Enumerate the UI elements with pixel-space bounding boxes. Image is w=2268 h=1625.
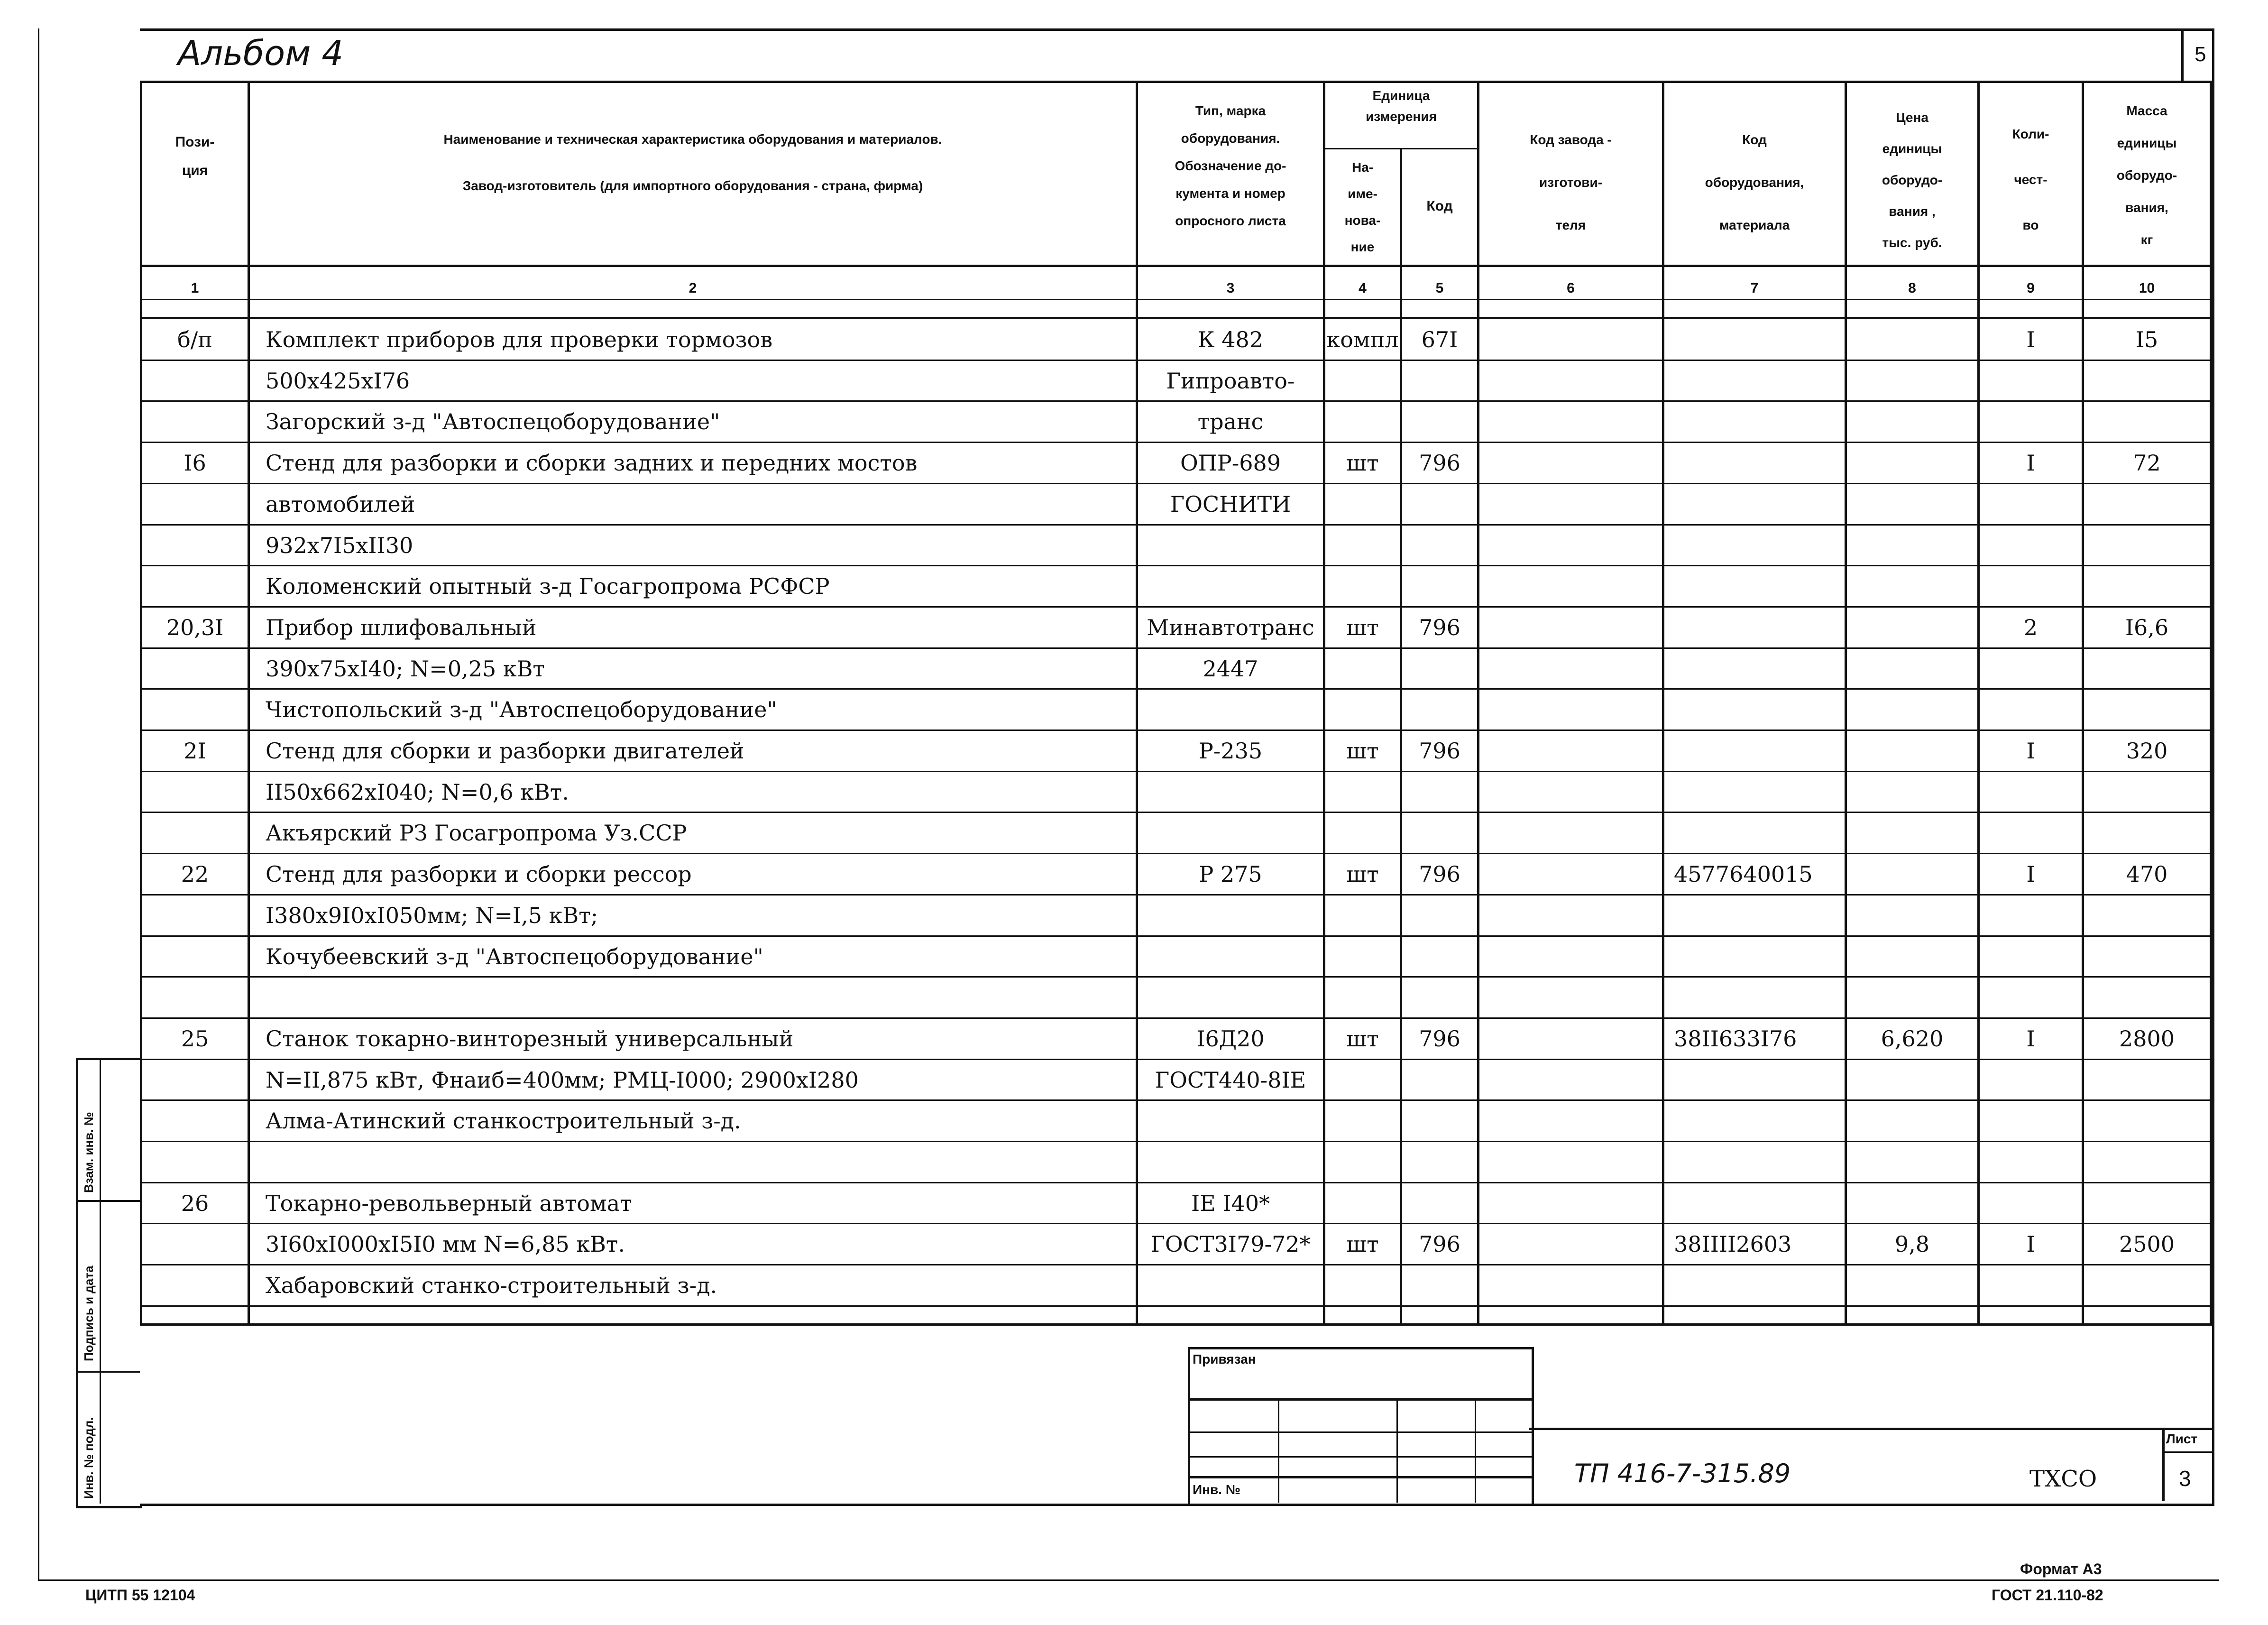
cell-qty (1980, 484, 2082, 525)
cell-name: автомобилей (266, 491, 415, 517)
cell-equip (1674, 484, 1845, 525)
cell-unit (1325, 525, 1400, 566)
cell-unit: шт (1346, 1231, 1379, 1257)
cell-type: ГОСТ3I79-72* (1150, 1231, 1311, 1257)
cell-mass (2084, 977, 2210, 1018)
cell-type: транс (1197, 409, 1264, 434)
cell-mass (2084, 936, 2210, 978)
cell-plant (1479, 443, 1662, 484)
cell-equip (1674, 977, 1845, 1018)
colnum-8: 8 (1908, 280, 1916, 296)
header-price: Цена единицы оборудо- вания , тыс. руб. (1882, 110, 1943, 250)
cell-mass: I6,6 (2125, 615, 2169, 640)
album-title: Альбом 4 (178, 33, 344, 73)
colnum-1: 1 (191, 280, 199, 296)
cell-unit: шт (1346, 738, 1379, 764)
cell-name: Хабаровский станко-строительный з-д. (266, 1273, 717, 1298)
cell-name: Акъярский РЗ Госагропрома Уз.ССР (266, 820, 687, 846)
cell-plant (1479, 1060, 1662, 1101)
cell-code (1402, 1265, 1477, 1306)
cell-name: Стенд для сборки и разборки двигателей (266, 738, 744, 764)
cell-mass (2084, 689, 2210, 730)
cell-type: Р-235 (1198, 738, 1263, 764)
cell-price: 6,620 (1881, 1026, 1944, 1052)
cell-mass (2084, 1060, 2210, 1101)
header-equipment-code: Код оборудования, материала (1705, 132, 1804, 232)
document-code: ТП 416-7-315.89 (1574, 1459, 1791, 1488)
colnum-5: 5 (1435, 280, 1444, 296)
cell-plant (1479, 977, 1662, 1018)
cell-pos (142, 401, 248, 443)
cell-pos (142, 648, 248, 690)
cell-plant (1479, 319, 1662, 360)
cell-unit (1325, 1142, 1400, 1183)
colnum-6: 6 (1567, 280, 1575, 296)
cell-price (1847, 730, 1977, 772)
cell-qty: I (2026, 450, 2035, 476)
cell-code: 796 (1419, 1231, 1460, 1257)
cell-plant (1479, 360, 1662, 402)
cell-unit (1325, 401, 1400, 443)
cell-plant (1479, 730, 1662, 772)
cell-pos (142, 895, 248, 936)
cell-equip: 38IIII2603 (1674, 1231, 1792, 1257)
cell-mass: 320 (2126, 738, 2168, 764)
cell-unit (1325, 1265, 1400, 1306)
cell-unit: шт (1346, 1026, 1379, 1052)
cell-code (1402, 525, 1477, 566)
cell-equip (1674, 1060, 1845, 1101)
cell-plant (1479, 484, 1662, 525)
cell-price (1847, 484, 1977, 525)
cell-price (1847, 977, 1977, 1018)
cell-unit (1325, 936, 1400, 978)
colnum-7: 7 (1750, 280, 1759, 296)
cell-equip (1674, 319, 1845, 360)
cell-pos: 25 (181, 1026, 209, 1052)
page-number: 5 (2195, 43, 2206, 66)
cell-type (1138, 812, 1323, 854)
cell-code: 67I (1421, 327, 1458, 352)
cell-unit (1325, 772, 1400, 813)
cell-qty (1980, 936, 2082, 978)
cell-pos (142, 1265, 248, 1306)
cell-qty (1980, 1060, 2082, 1101)
cell-plant (1479, 1183, 1662, 1224)
cell-type (1138, 772, 1323, 813)
cell-plant (1479, 1142, 1662, 1183)
cell-price (1847, 1265, 1977, 1306)
cell-mass (2084, 648, 2210, 690)
cell-code: 796 (1419, 450, 1460, 476)
cell-type (1138, 936, 1323, 978)
cell-equip (1674, 730, 1845, 772)
cell-unit: шт (1346, 450, 1379, 476)
inv-no-label: Инв. № (1193, 1482, 1241, 1497)
cell-type: ГОСТ440-8IЕ (1155, 1067, 1306, 1093)
cell-type (1138, 1100, 1323, 1142)
cell-price (1847, 1060, 1977, 1101)
cell-qty: I (2026, 738, 2035, 764)
cell-plant (1479, 525, 1662, 566)
cell-type: ОПР-689 (1180, 450, 1281, 476)
cell-pos (142, 1224, 248, 1265)
cell-equip (1674, 525, 1845, 566)
cell-pos (142, 1060, 248, 1101)
cell-code: 796 (1419, 1026, 1460, 1052)
cell-qty (1980, 1100, 2082, 1142)
cell-plant (1479, 772, 1662, 813)
cell-pos: 2I (184, 738, 206, 764)
cell-equip (1674, 566, 1845, 607)
cell-pos (142, 360, 248, 402)
cell-price (1847, 648, 1977, 690)
cell-name: Коломенский опытный з-д Госагропрома РСФСР (266, 573, 830, 599)
cell-qty (1980, 401, 2082, 443)
cell-equip (1674, 648, 1845, 690)
cell-pos (142, 484, 248, 525)
cell-pos (142, 977, 248, 1018)
header-unit: Единица измерения (1366, 88, 1437, 124)
cell-code (1402, 772, 1477, 813)
cell-unit: компл (1326, 327, 1399, 352)
cell-name: 3I60xI000xI5I0 мм N=6,85 кВт. (266, 1231, 625, 1257)
colnum-9: 9 (2027, 280, 2035, 296)
cell-plant (1479, 1100, 1662, 1142)
cell-price: 9,8 (1894, 1231, 1930, 1257)
cell-code (1402, 689, 1477, 730)
cell-price (1847, 854, 1977, 895)
cell-name: 932x7I5xII30 (266, 533, 413, 558)
cell-qty (1980, 772, 2082, 813)
cell-pos: 20,3I (166, 615, 224, 640)
cell-name: Прибор шлифовальный (266, 615, 537, 640)
cell-plant (1479, 648, 1662, 690)
cell-plant (1479, 895, 1662, 936)
cell-equip (1674, 443, 1845, 484)
colnum-10: 10 (2139, 280, 2155, 296)
cell-code: 796 (1419, 861, 1460, 887)
cell-pos (142, 936, 248, 978)
cell-qty: I (2026, 1026, 2035, 1052)
cell-code (1402, 401, 1477, 443)
cell-mass (2084, 360, 2210, 402)
cell-pos (142, 689, 248, 730)
cell-type (1138, 1142, 1323, 1183)
cell-code (1402, 484, 1477, 525)
cell-mass (2084, 1183, 2210, 1224)
cell-plant (1479, 566, 1662, 607)
colnum-3: 3 (1226, 280, 1235, 296)
cell-unit (1325, 484, 1400, 525)
cell-qty (1980, 1265, 2082, 1306)
sheet-label: Лист (2166, 1431, 2198, 1446)
cell-price (1847, 895, 1977, 936)
side-label-replace-inv: Взам. инв. № (82, 1112, 96, 1193)
cell-type: К 482 (1197, 327, 1264, 352)
cell-type (1138, 977, 1323, 1018)
colnum-4: 4 (1359, 280, 1367, 296)
cell-qty (1980, 977, 2082, 1018)
cell-mass (2084, 484, 2210, 525)
cell-name: N=II,875 кВт, Фнаиб=400мм; РМЦ-I000; 2900xI280 (266, 1067, 859, 1093)
side-label-signature-date: Подпись и дата (82, 1265, 96, 1361)
cell-type: IЕ I40* (1191, 1191, 1270, 1216)
cell-qty: I (2026, 861, 2035, 887)
cell-equip (1674, 1183, 1845, 1224)
cell-type: Гипроавто- (1166, 368, 1295, 394)
cell-type (1138, 525, 1323, 566)
cell-unit (1325, 1060, 1400, 1101)
cell-mass (2084, 1142, 2210, 1183)
cell-unit (1325, 812, 1400, 854)
cell-qty: I (2026, 327, 2035, 352)
cell-code (1402, 566, 1477, 607)
footer-citp: ЦИТП 55 12104 (85, 1587, 195, 1604)
cell-name: 390x75xI40; N=0,25 кВт (266, 656, 545, 682)
cell-code (1402, 812, 1477, 854)
cell-plant (1479, 854, 1662, 895)
cell-pos: 26 (181, 1191, 209, 1216)
cell-qty (1980, 360, 2082, 402)
cell-mass (2084, 1100, 2210, 1142)
cell-qty (1980, 566, 2082, 607)
cell-unit (1325, 977, 1400, 1018)
cell-unit (1325, 689, 1400, 730)
cell-code (1402, 1142, 1477, 1183)
cell-code: 796 (1419, 615, 1460, 640)
cell-type (1138, 689, 1323, 730)
cell-pos: б/п (177, 327, 212, 352)
footer-format: Формат А3 (2020, 1560, 2102, 1578)
cell-mass (2084, 401, 2210, 443)
cell-mass (2084, 525, 2210, 566)
cell-pos (142, 566, 248, 607)
cell-equip (1674, 772, 1845, 813)
cell-mass (2084, 566, 2210, 607)
cell-mass (2084, 895, 2210, 936)
cell-name (266, 1142, 1133, 1183)
cell-plant (1479, 936, 1662, 978)
cell-qty (1980, 895, 2082, 936)
cell-code (1402, 648, 1477, 690)
cell-code (1402, 1183, 1477, 1224)
header-mass: Масса единицы оборудо- вания, кг (2116, 103, 2177, 247)
cell-qty (1980, 525, 2082, 566)
cell-mass: 470 (2126, 861, 2168, 887)
colnum-2: 2 (689, 280, 697, 296)
cell-pos: 22 (181, 861, 209, 887)
cell-plant (1479, 1265, 1662, 1306)
cell-name: 500x425xI76 (266, 368, 410, 394)
cell-price (1847, 936, 1977, 978)
cell-equip (1674, 1100, 1845, 1142)
cell-equip: 4577640015 (1674, 861, 1813, 887)
header-quantity: Коли- чест- во (2012, 127, 2049, 232)
cell-code (1402, 895, 1477, 936)
cell-price (1847, 689, 1977, 730)
cell-plant (1479, 607, 1662, 648)
cell-price (1847, 401, 1977, 443)
header-position: Пози- ция (175, 134, 215, 178)
cell-type: ГОСНИТИ (1170, 491, 1291, 517)
cell-plant (1479, 812, 1662, 854)
cell-plant (1479, 401, 1662, 443)
cell-price (1847, 566, 1977, 607)
cell-equip (1674, 360, 1845, 402)
cell-qty (1980, 648, 2082, 690)
cell-name: Станок токарно-винторезный универсальный (266, 1026, 794, 1052)
sheet-number: 3 (2179, 1466, 2191, 1491)
cell-price (1847, 1142, 1977, 1183)
cell-pos (142, 1100, 248, 1142)
cell-unit (1325, 360, 1400, 402)
cell-equip (1674, 607, 1845, 648)
cell-code (1402, 1060, 1477, 1101)
cell-unit: шт (1346, 861, 1379, 887)
cell-name: Токарно-револьверный автомат (266, 1191, 632, 1216)
cell-code (1402, 360, 1477, 402)
cell-name: Чистопольский з-д "Автоспецоборудование" (266, 697, 777, 722)
header-type: Тип, марка оборудования. Обозначение до- кумента и номер опросного листа (1175, 103, 1286, 228)
cell-unit: шт (1346, 615, 1379, 640)
cell-price (1847, 319, 1977, 360)
cell-unit (1325, 648, 1400, 690)
cell-mass: I5 (2135, 327, 2158, 352)
cell-qty (1980, 812, 2082, 854)
cell-code (1402, 977, 1477, 1018)
cell-equip: 38II633I76 (1674, 1026, 1797, 1052)
cell-code: 796 (1419, 738, 1460, 764)
cell-price (1847, 607, 1977, 648)
cell-name: II50x662xI040; N=0,6 кВт. (266, 779, 569, 805)
cell-pos (142, 772, 248, 813)
cell-price (1847, 812, 1977, 854)
cell-name (266, 977, 1133, 1018)
cell-name: Стенд для разборки и сборки задних и передних мостов (266, 450, 918, 476)
cell-equip (1674, 401, 1845, 443)
cell-price (1847, 1183, 1977, 1224)
cell-equip (1674, 895, 1845, 936)
cell-type (1138, 566, 1323, 607)
cell-price (1847, 772, 1977, 813)
cell-pos (142, 812, 248, 854)
cell-code (1402, 1100, 1477, 1142)
cell-price (1847, 1100, 1977, 1142)
cell-name: Загорский з-д "Автоспецоборудование" (266, 409, 720, 434)
cell-qty (1980, 689, 2082, 730)
cell-type: Р 275 (1199, 861, 1262, 887)
cell-mass (2084, 772, 2210, 813)
header-name: Наименование и техническая характеристика оборудования и материалов. Завод-изготовитель (для импортного оборудования - страна, фирма) (443, 132, 942, 193)
cell-pos: I6 (184, 450, 206, 476)
side-label-inv-original: Инв. № подл. (82, 1417, 96, 1499)
cell-qty: I (2026, 1231, 2035, 1257)
section-code: ТХСО (2029, 1466, 2097, 1492)
cell-unit (1325, 566, 1400, 607)
cell-mass: 72 (2133, 450, 2161, 476)
footer-gost: ГОСТ 21.110-82 (1992, 1587, 2103, 1604)
cell-mass (2084, 1265, 2210, 1306)
cell-pos (142, 1142, 248, 1183)
cell-price (1847, 360, 1977, 402)
cell-equip (1674, 689, 1845, 730)
cell-mass: 2500 (2119, 1231, 2175, 1257)
header-unit-code: Код (1426, 198, 1453, 214)
cell-type: I6Д20 (1196, 1026, 1265, 1052)
cell-mass: 2800 (2119, 1026, 2175, 1052)
cell-unit (1325, 895, 1400, 936)
cell-price (1847, 525, 1977, 566)
cell-qty (1980, 1142, 2082, 1183)
cell-qty (1980, 1183, 2082, 1224)
cell-name: Кочубеевский з-д "Автоспецоборудование" (266, 944, 763, 969)
cell-type (1138, 895, 1323, 936)
cell-pos (142, 525, 248, 566)
cell-mass (2084, 812, 2210, 854)
cell-equip (1674, 936, 1845, 978)
cell-type: 2447 (1203, 656, 1258, 682)
cell-type (1138, 1265, 1323, 1306)
cell-name: I380x9I0xI050мм; N=I,5 кВт; (266, 903, 598, 928)
header-unit-name: На- име- нова- ние (1344, 160, 1381, 254)
privyazan-label: Привязан (1193, 1352, 1256, 1366)
cell-equip (1674, 1265, 1845, 1306)
cell-unit (1325, 1100, 1400, 1142)
cell-equip (1674, 1142, 1845, 1183)
cell-type: Минавтотранс (1147, 615, 1314, 640)
cell-name: Алма-Атинский станкостроительный з-д. (266, 1108, 741, 1134)
cell-name: Стенд для разборки и сборки рессор (266, 861, 692, 887)
cell-plant (1479, 689, 1662, 730)
cell-plant (1479, 1224, 1662, 1265)
cell-name: Комплект приборов для проверки тормозов (266, 327, 773, 352)
cell-plant (1479, 1018, 1662, 1060)
cell-code (1402, 936, 1477, 978)
header-plant-code: Код завода - изготови- теля (1530, 132, 1612, 232)
cell-unit (1325, 1183, 1400, 1224)
cell-qty: 2 (2023, 615, 2038, 640)
cell-price (1847, 443, 1977, 484)
cell-equip (1674, 812, 1845, 854)
